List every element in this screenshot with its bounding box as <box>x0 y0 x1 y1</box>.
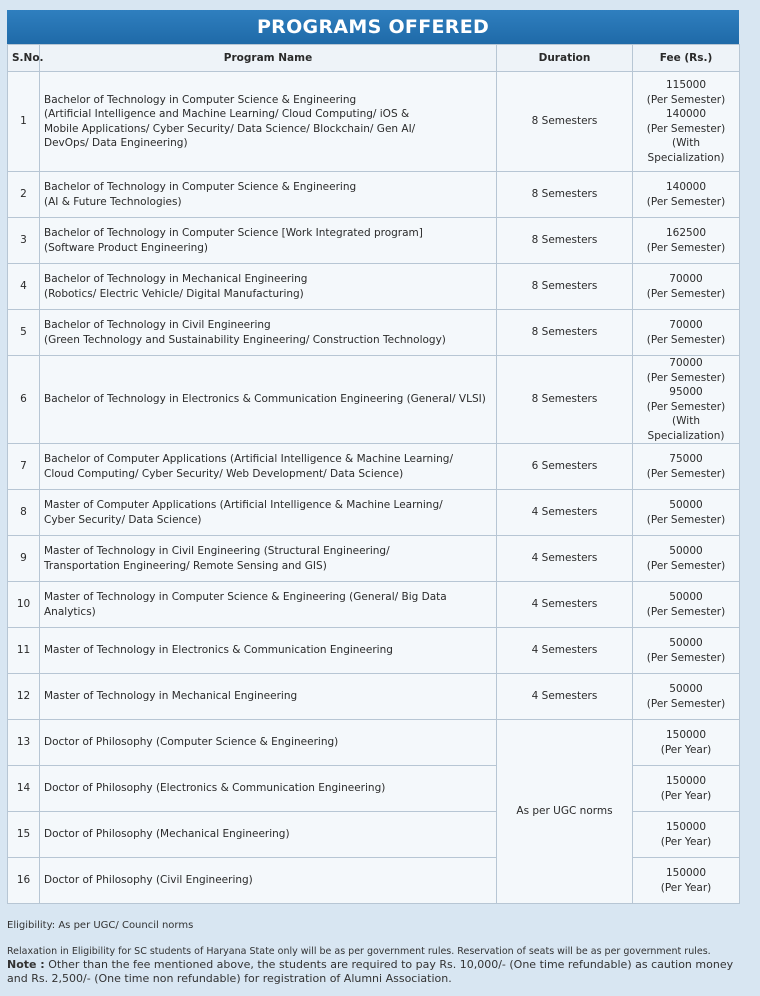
programs-table <box>7 44 740 904</box>
fee-line: (Per Semester) <box>646 697 726 710</box>
row-fee <box>633 444 740 490</box>
table-body <box>8 72 740 904</box>
fee-line: 70000 <box>669 357 703 369</box>
program-line: Bachelor of Technology in Computer Science [Work Integrated program] <box>44 227 423 239</box>
row-duration: 8 Semesters <box>497 264 633 310</box>
fee-line: (Per Semester) <box>646 559 726 572</box>
row-sno: 3 <box>8 218 40 264</box>
program-line: Doctor of Philosophy (Civil Engineering) <box>44 874 253 887</box>
row-program <box>40 674 497 720</box>
row-sno: 1 <box>8 72 40 172</box>
header-program: Program Name <box>40 45 497 72</box>
table-row <box>8 674 740 720</box>
program-line: (AI & Future Technologies) <box>44 195 182 208</box>
row-program <box>40 218 497 264</box>
row-program <box>40 628 497 674</box>
fee-line: 75000 <box>669 453 703 465</box>
fee-line: 95000 <box>669 386 703 398</box>
fee-line: 162500 <box>665 227 707 239</box>
row-sno: 8 <box>8 490 40 536</box>
fee-line: 50000 <box>669 545 703 557</box>
fee-line: 50000 <box>669 591 703 603</box>
row-duration: 4 Semesters <box>497 582 633 628</box>
row-sno: 14 <box>8 766 40 812</box>
row-program <box>40 490 497 536</box>
row-sno: 2 <box>8 172 40 218</box>
header-duration: Duration <box>497 45 633 72</box>
row-fee <box>633 628 740 674</box>
table-row <box>8 72 740 172</box>
program-line: Transportation Engineering/ Remote Sensing and GIS) <box>44 559 327 572</box>
row-program <box>40 766 497 812</box>
row-sno: 11 <box>8 628 40 674</box>
program-line: (Artificial Intelligence and Machine Learning/ Cloud Computing/ iOS & <box>44 108 410 120</box>
table-row <box>8 582 740 628</box>
row-sno: 6 <box>8 356 40 444</box>
row-program <box>40 536 497 582</box>
relaxation-text: Relaxation in Eligibility for SC students of Haryana State only will be as per government rules. Reservation of seats will be as per government rules. <box>7 946 711 957</box>
table-row <box>8 536 740 582</box>
eligibility-text: Eligibility: As per UGC/ Council norms <box>7 920 194 931</box>
row-fee <box>633 720 740 766</box>
row-sno: 9 <box>8 536 40 582</box>
fee-line: (Per Semester) <box>646 400 726 413</box>
fee-line: 50000 <box>669 683 703 695</box>
row-duration: 4 Semesters <box>497 628 633 674</box>
program-line: Bachelor of Technology in Mechanical Engineering <box>44 273 308 285</box>
row-fee <box>633 310 740 356</box>
row-fee <box>633 766 740 812</box>
program-line: Bachelor of Technology in Civil Engineering <box>44 319 271 331</box>
program-line: Doctor of Philosophy (Computer Science & Engineering) <box>44 736 339 749</box>
row-sno: 16 <box>8 858 40 904</box>
row-program <box>40 858 497 904</box>
table-row <box>8 356 740 444</box>
table-row <box>8 628 740 674</box>
fee-line: (Per Semester) <box>646 241 726 254</box>
table-row <box>8 310 740 356</box>
fee-line: 150000 <box>665 821 707 833</box>
table-row <box>8 444 740 490</box>
note-label: Note : <box>7 958 45 971</box>
program-line: Doctor of Philosophy (Mechanical Engineering) <box>44 828 290 841</box>
note-text: Other than the fee mentioned above, the students are required to pay Rs. 10,000/- (One time refundable) as caution money and Rs. 2,500/- (One time non refundable) for registration of Alumni Association. <box>7 958 734 985</box>
row-sno: 13 <box>8 720 40 766</box>
row-sno: 5 <box>8 310 40 356</box>
program-line: Master of Computer Applications (Artificial Intelligence & Machine Learning/ <box>44 499 443 511</box>
row-duration-merged: As per UGC norms <box>497 720 633 904</box>
program-line: (Software Product Engineering) <box>44 241 209 254</box>
row-program <box>40 812 497 858</box>
page-title: PROGRAMS OFFERED <box>7 10 739 44</box>
fee-line: 50000 <box>669 499 703 511</box>
row-duration: 4 Semesters <box>497 490 633 536</box>
row-duration: 4 Semesters <box>497 536 633 582</box>
row-fee <box>633 582 740 628</box>
note <box>7 958 755 986</box>
row-duration: 4 Semesters <box>497 674 633 720</box>
fee-line: (Per Semester) <box>646 605 726 618</box>
row-fee <box>633 858 740 904</box>
fee-line: (Per Semester) <box>646 371 726 384</box>
fee-line: (Per Semester) <box>646 513 726 526</box>
row-program <box>40 356 497 444</box>
row-fee <box>633 218 740 264</box>
program-line: Master of Technology in Mechanical Engineering <box>44 690 298 703</box>
row-sno: 12 <box>8 674 40 720</box>
fee-line: (Per Semester) <box>646 93 726 106</box>
row-fee <box>633 72 740 172</box>
row-duration: 6 Semesters <box>497 444 633 490</box>
header-sno: S.No. <box>8 45 40 72</box>
row-program <box>40 310 497 356</box>
table-row <box>8 490 740 536</box>
row-fee <box>633 356 740 444</box>
fee-line: (Per Semester) <box>646 333 726 346</box>
row-duration: 8 Semesters <box>497 172 633 218</box>
program-line: Mobile Applications/ Cyber Security/ Data Science/ Blockchain/ Gen AI/ <box>44 122 416 135</box>
program-line: Bachelor of Computer Applications (Artificial Intelligence & Machine Learning/ <box>44 453 453 465</box>
row-sno: 7 <box>8 444 40 490</box>
row-program <box>40 172 497 218</box>
fee-line: (Per Year) <box>660 881 712 894</box>
row-program <box>40 264 497 310</box>
fee-line: (Per Year) <box>660 743 712 756</box>
program-line: Bachelor of Technology in Computer Science & Engineering <box>44 181 357 193</box>
row-fee <box>633 172 740 218</box>
program-line: Bachelor of Technology in Computer Science & Engineering <box>44 93 357 106</box>
program-line: DevOps/ Data Engineering) <box>44 137 188 149</box>
program-line: Cloud Computing/ Cyber Security/ Web Development/ Data Science) <box>44 467 404 480</box>
row-program <box>40 720 497 766</box>
fee-line: (Per Semester) <box>646 467 726 480</box>
fee-line: 150000 <box>665 775 707 787</box>
fee-line: 115000 <box>665 79 707 91</box>
fee-line: 70000 <box>669 273 703 285</box>
table-row <box>8 218 740 264</box>
fee-line: (Per Year) <box>660 789 712 802</box>
fee-line: 150000 <box>665 867 707 879</box>
row-duration: 8 Semesters <box>497 356 633 444</box>
table-row <box>8 720 740 766</box>
fee-line: (Per Semester) <box>646 651 726 664</box>
program-line: Master of Technology in Computer Science & Engineering (General/ Big Data Analytics) <box>44 591 447 618</box>
row-duration: 8 Semesters <box>497 310 633 356</box>
fee-line: 150000 <box>665 729 707 741</box>
row-duration: 8 Semesters <box>497 72 633 172</box>
program-line: Master of Technology in Electronics & Communication Engineering <box>44 644 393 657</box>
row-duration: 8 Semesters <box>497 218 633 264</box>
row-fee <box>633 536 740 582</box>
program-line: Master of Technology in Civil Engineering (Structural Engineering/ <box>44 545 390 557</box>
table-header-row <box>8 45 740 72</box>
fee-line: 50000 <box>669 637 703 649</box>
table-row <box>8 172 740 218</box>
program-line: Bachelor of Technology in Electronics & Communication Engineering (General/ VLSI) <box>44 393 486 406</box>
program-line: (Robotics/ Electric Vehicle/ Digital Manufacturing) <box>44 287 304 300</box>
row-sno: 15 <box>8 812 40 858</box>
fee-line: 70000 <box>669 319 703 331</box>
row-program <box>40 72 497 172</box>
fee-line: (Per Year) <box>660 835 712 848</box>
row-sno: 10 <box>8 582 40 628</box>
program-line: (Green Technology and Sustainability Engineering/ Construction Technology) <box>44 333 446 346</box>
program-line: Cyber Security/ Data Science) <box>44 513 202 526</box>
table-row <box>8 264 740 310</box>
row-sno: 4 <box>8 264 40 310</box>
fee-line: (With Specialization) <box>647 137 725 164</box>
fee-line: (Per Semester) <box>646 287 726 300</box>
row-program <box>40 444 497 490</box>
row-fee <box>633 264 740 310</box>
program-line: Doctor of Philosophy (Electronics & Communication Engineering) <box>44 782 386 795</box>
row-fee <box>633 674 740 720</box>
header-fee: Fee (Rs.) <box>633 45 740 72</box>
fee-line: (Per Semester) <box>646 195 726 208</box>
fee-line: 140000 <box>665 181 707 193</box>
fee-line: (Per Semester) <box>646 122 726 135</box>
row-program <box>40 582 497 628</box>
row-fee <box>633 812 740 858</box>
fee-line: (With Specialization) <box>647 415 725 442</box>
row-fee <box>633 490 740 536</box>
fee-line: 140000 <box>665 108 707 120</box>
